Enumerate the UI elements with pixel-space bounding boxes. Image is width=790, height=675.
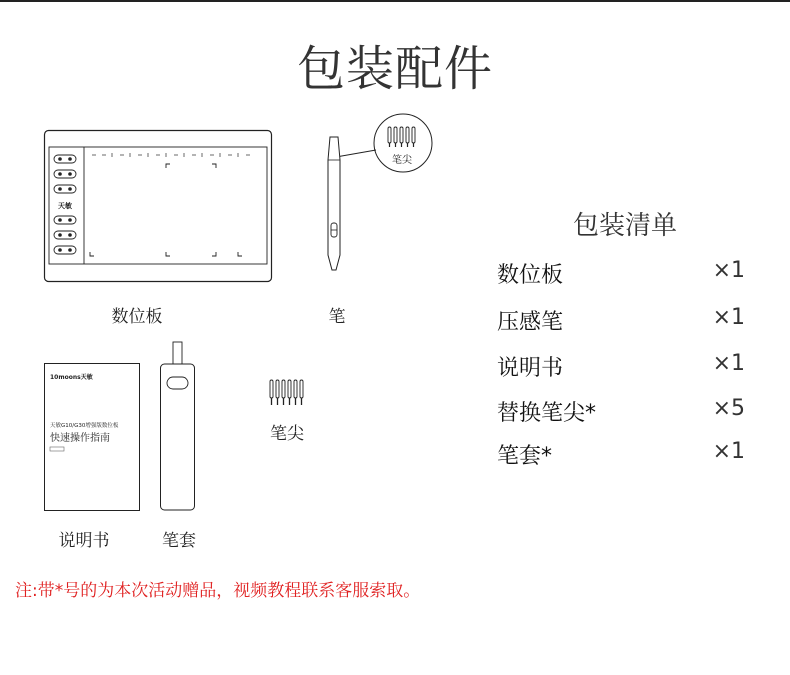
manual-illustration	[44, 363, 140, 511]
package-list-title: 包装清单	[572, 211, 677, 241]
manual-label: 说明书	[58, 531, 110, 551]
list-item-qty: ×1	[712, 305, 745, 330]
tablet-logo: 天敏	[58, 202, 72, 210]
list-item	[497, 305, 757, 335]
list-item	[497, 258, 757, 288]
sleeve-illustration	[158, 340, 198, 512]
manual-brand: 10moons天敏	[50, 374, 93, 381]
list-item-name: 数位板	[497, 263, 564, 288]
list-item-name: 笔套*	[497, 444, 553, 469]
tablet-illustration	[44, 130, 272, 282]
callout-nib-label: 笔尖	[392, 155, 412, 166]
list-item-name: 说明书	[497, 356, 564, 381]
gift-note: 注:带*号的为本次活动赠品，视频教程联系客服索取。	[15, 581, 421, 601]
list-item	[497, 351, 757, 381]
tablet-label: 数位板	[111, 307, 163, 327]
nibs-label: 笔尖	[270, 424, 304, 444]
list-item-qty: ×1	[712, 351, 745, 376]
pen-label: 笔	[328, 307, 346, 327]
pen-illustration	[320, 110, 440, 280]
manual-model-line: 天敏G10/G30增强版数位板	[50, 423, 119, 429]
list-item	[497, 439, 757, 469]
page-title: 包装配件	[296, 41, 493, 97]
list-item-qty: ×1	[712, 439, 745, 464]
list-item-qty: ×1	[712, 258, 745, 283]
list-item-qty: ×5	[712, 396, 745, 421]
list-item-name: 压感笔	[497, 310, 564, 335]
sleeve-label: 笔套	[162, 531, 196, 551]
nibs-illustration	[268, 378, 308, 408]
manual-heading: 快速操作指南	[50, 433, 110, 444]
top-divider	[0, 0, 790, 2]
list-item	[497, 396, 757, 426]
list-item-name: 替换笔尖*	[497, 401, 597, 426]
